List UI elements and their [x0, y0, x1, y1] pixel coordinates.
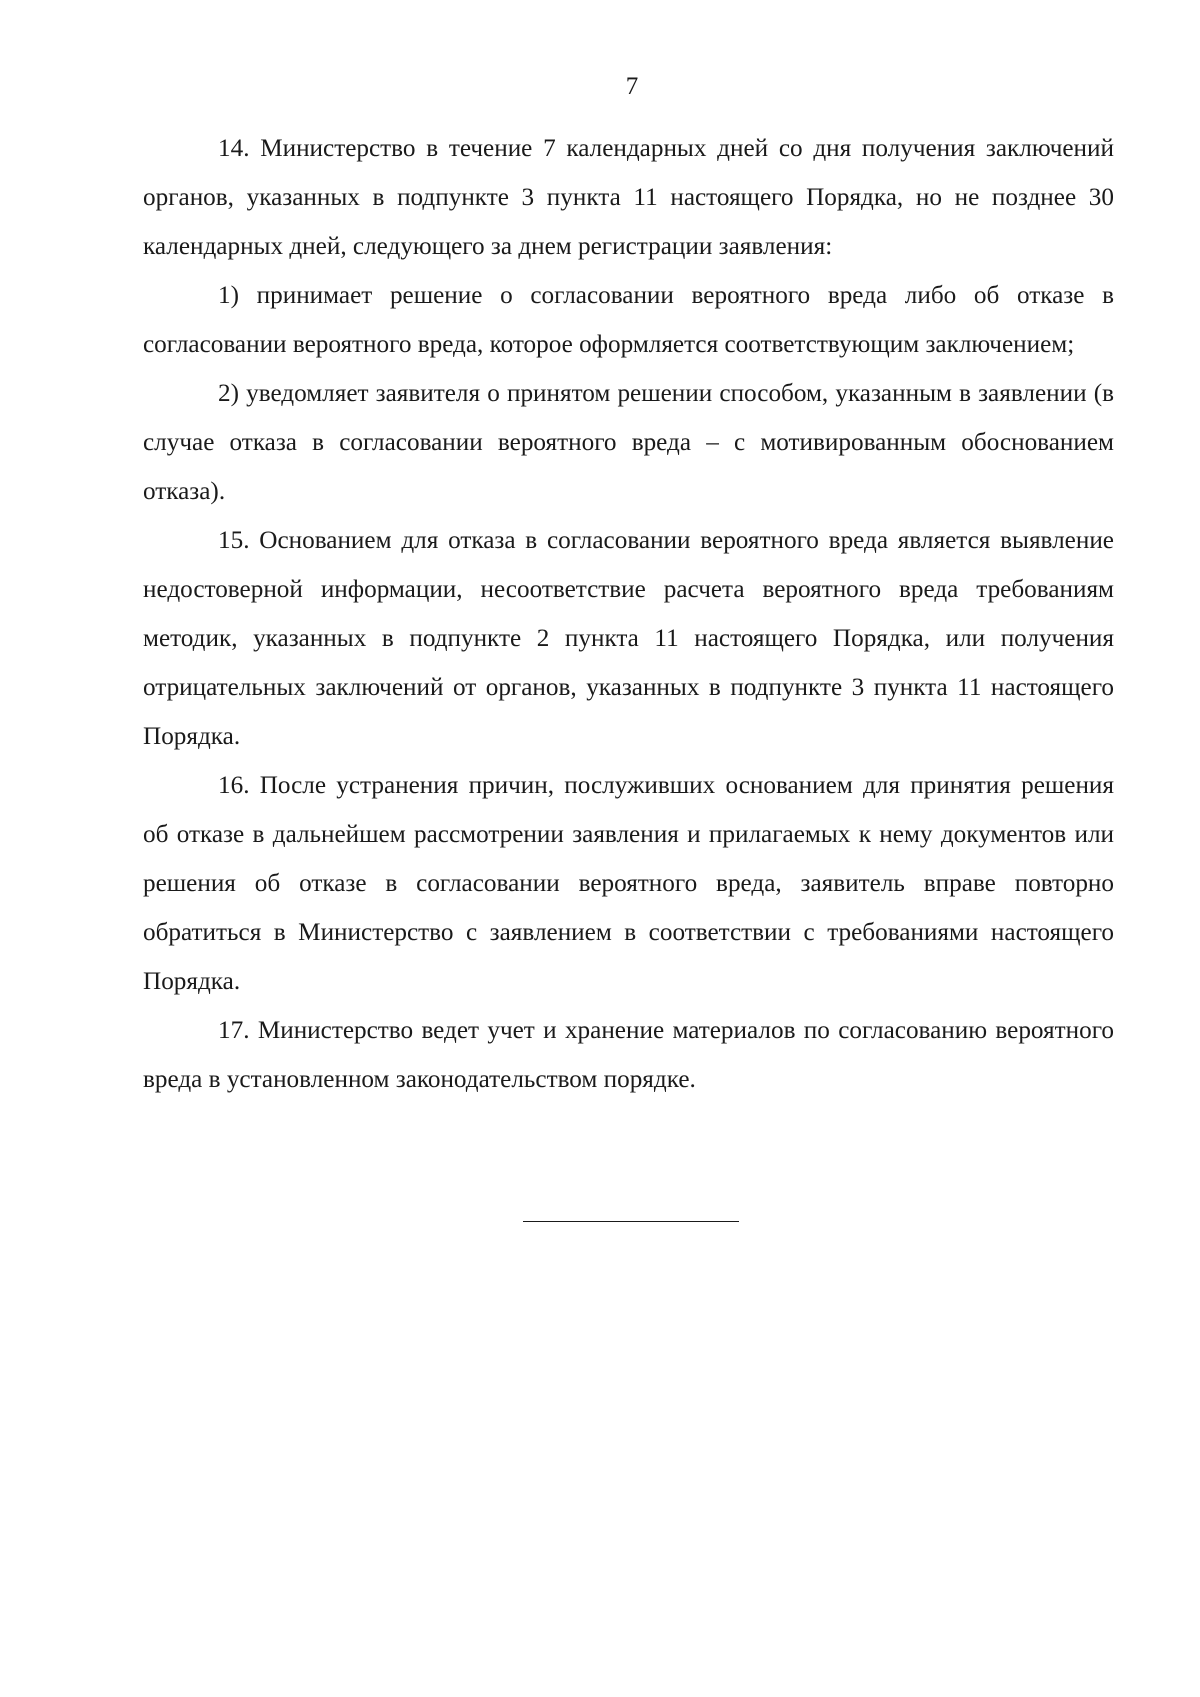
paragraph-17: 17. Министерство ведет учет и хранение материалов по согласованию вероятного вреда в установленном законодательством порядке. — [143, 1017, 1114, 1093]
paragraph-14: 14. Министерство в течение 7 календарных дней со дня получения заключений органов, указанных в подпункте 3 пункта 11 настоящего Порядка, но не позднее 30 календарных дней, следующего за днем регистрации заявления: — [143, 135, 1114, 260]
document-body — [143, 124, 1114, 1104]
paragraph-14-item-2: 2) уведомляет заявителя о принятом решении способом, указанным в заявлении (в случае отказа в согласовании вероятного вреда – с мотивированным обоснованием отказа). — [143, 380, 1114, 505]
end-of-document-rule — [523, 1221, 739, 1222]
paragraph-16: 16. После устранения причин, послуживших основанием для принятия решения об отказе в дальнейшем рассмотрении заявления и прилагаемых к нему документов или решения об отказе в согласовании вероятного вреда, заявитель вправе повторно обратиться в Министерство с заявлением в соответствии с требованиями настоящего Порядка. — [143, 772, 1114, 995]
page-number: 7 — [625, 73, 639, 100]
paragraph-15: 15. Основанием для отказа в согласовании вероятного вреда является выявление недостоверной информации, несоответствие расчета вероятного вреда требованиям методик, указанных в подпункте 2 пункта 11 настоящего Порядка, или получения отрицательных заключений от органов, указанных в подпункте 3 пункта 11 настоящего Порядка. — [143, 527, 1114, 750]
paragraph-14-item-1: 1) принимает решение о согласовании вероятного вреда либо об отказе в согласовании вероятного вреда, которое оформляется соответствующим заключением; — [143, 282, 1114, 358]
